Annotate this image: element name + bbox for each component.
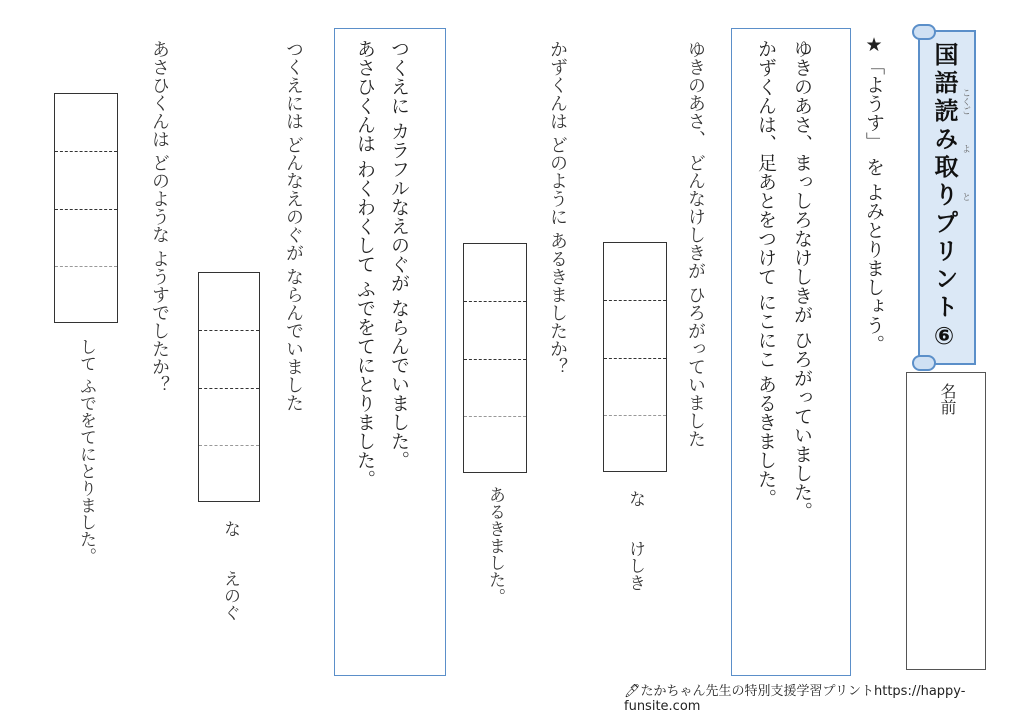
passage-box-1: [731, 28, 851, 676]
question-4: あさひくんは どのような ようすでしたか？: [149, 40, 170, 394]
leaf-icon: 🖊: [624, 684, 641, 699]
q3-hint-na: な: [220, 520, 240, 537]
passage2-line1: つくえに カラフルなえのぐが ならんでいました。: [388, 39, 410, 470]
question-3: つくえには どんなえのぐが ならんでいました: [283, 40, 304, 412]
q2-hint: あるきました。: [485, 486, 505, 605]
passage2-line2: あさひくんは わくわくして ふでをてにとりました。: [354, 39, 376, 489]
question-2: かずくんは どのように あるきましたか？: [547, 40, 568, 376]
passage1-line2: かずくんは、足あとをつけて にこにこ あるきました。: [755, 39, 777, 508]
footer-text: たかちゃん先生の特別支援学習プリントhttps://happy-funsite.com: [624, 684, 966, 714]
name-label: 名前: [938, 383, 957, 415]
answer-box-4[interactable]: [54, 93, 118, 323]
footer-credit: [624, 680, 1024, 714]
title-banner: [918, 30, 976, 365]
title-ruby-to: と: [960, 192, 970, 201]
q3-hint-enogu: えのぐ: [220, 570, 240, 621]
answer-box-3[interactable]: [198, 272, 260, 502]
passage-box-2: [334, 28, 446, 676]
title-ruby-kokugo: こくご: [960, 88, 970, 115]
passage1-line1: ゆきのあさ、まっしろなけしきが ひろがっていました。: [791, 39, 813, 521]
q4-hint: して ふでをてにとりました。: [76, 338, 96, 565]
answer-box-1[interactable]: [603, 242, 667, 472]
page-title: 国語読み取りプリント⑥: [930, 42, 958, 354]
q1-hint-keshiki: けしき: [625, 540, 645, 591]
q1-hint-na: な: [625, 490, 645, 507]
answer-box-2[interactable]: [463, 243, 527, 473]
instruction: ★「ようす」 を よみとりましょう。: [863, 34, 885, 354]
question-1: ゆきのあさ、 どんなけしきが ひろがっていました: [685, 40, 706, 448]
name-box[interactable]: [906, 372, 986, 670]
title-ruby-yo: よ: [960, 144, 970, 153]
